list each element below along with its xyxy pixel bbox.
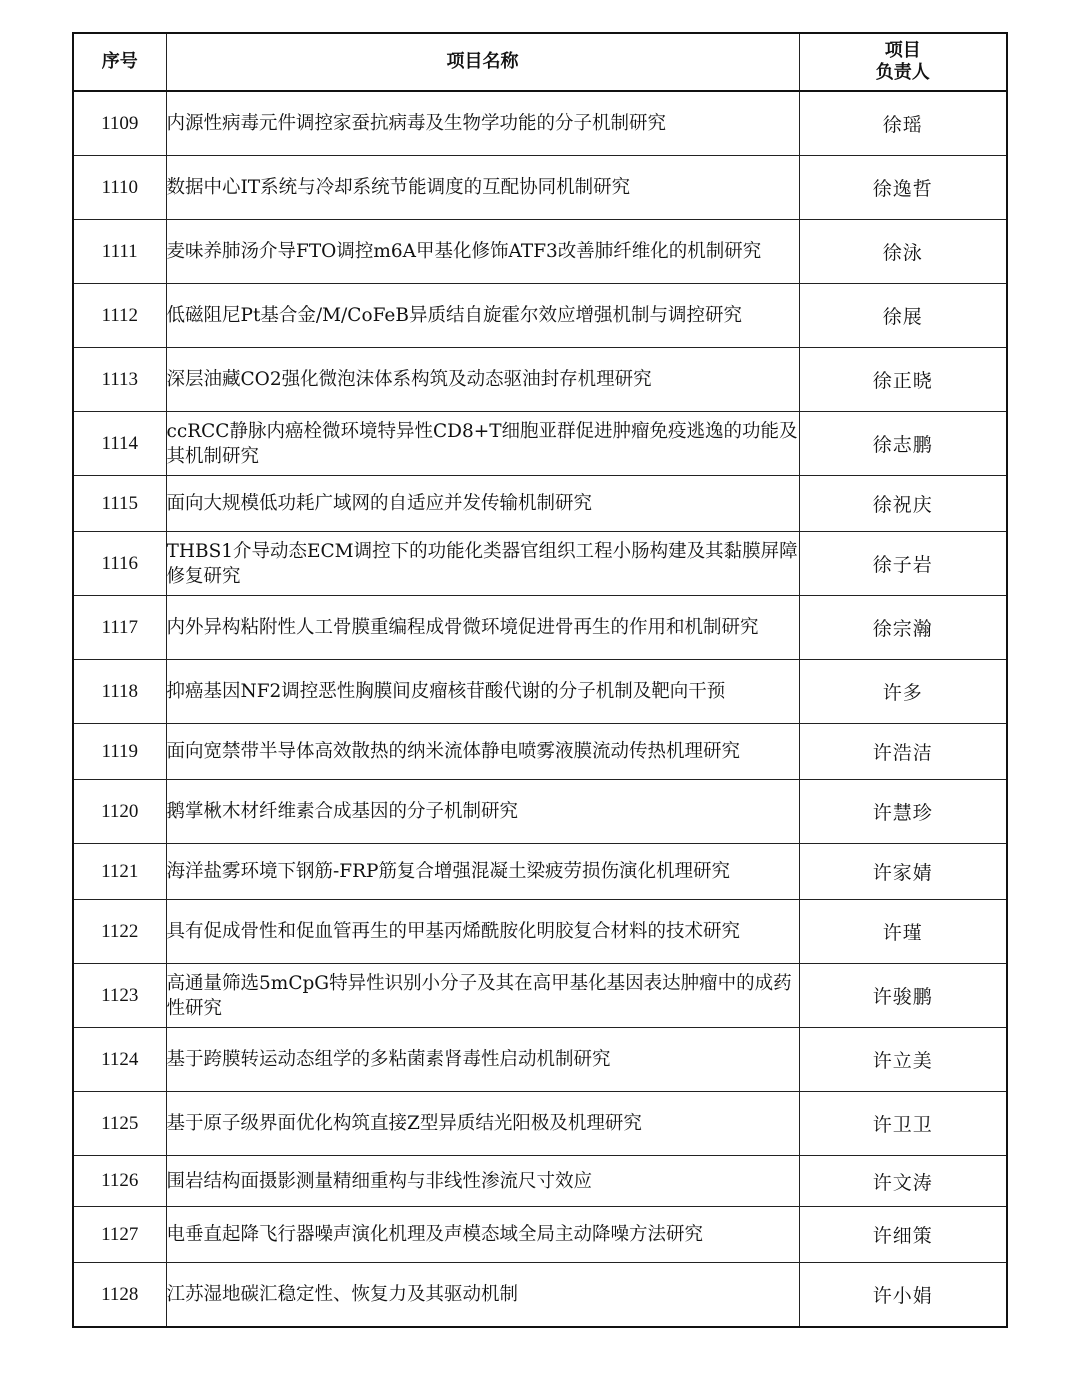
row-number: 1110 xyxy=(73,156,166,220)
row-number: 1116 xyxy=(73,532,166,596)
table-row xyxy=(73,780,1007,844)
row-number: 1117 xyxy=(73,596,166,660)
table-row xyxy=(73,724,1007,780)
table-body xyxy=(73,91,1007,1327)
project-lead: 徐志鹏 xyxy=(799,412,1007,476)
project-lead: 许细策 xyxy=(799,1207,1007,1263)
table-header xyxy=(73,33,1007,91)
table-row xyxy=(73,476,1007,532)
table-row xyxy=(73,1092,1007,1156)
project-lead: 许卫卫 xyxy=(799,1092,1007,1156)
row-number: 1121 xyxy=(73,844,166,900)
row-number: 1114 xyxy=(73,412,166,476)
project-name: 基于原子级界面优化构筑直接Z型异质结光阳极及机理研究 xyxy=(166,1092,799,1156)
project-lead: 许家婧 xyxy=(799,844,1007,900)
header-name: 项目名称 xyxy=(166,33,799,91)
project-name: 鹅掌楸木材纤维素合成基因的分子机制研究 xyxy=(166,780,799,844)
project-lead: 徐展 xyxy=(799,284,1007,348)
project-name: 海洋盐雾环境下钢筋-FRP筋复合增强混凝土梁疲劳损伤演化机理研究 xyxy=(166,844,799,900)
project-lead: 徐泳 xyxy=(799,220,1007,284)
project-lead: 徐瑶 xyxy=(799,91,1007,156)
row-number: 1115 xyxy=(73,476,166,532)
row-number: 1126 xyxy=(73,1156,166,1207)
table-row xyxy=(73,532,1007,596)
project-name: 面向宽禁带半导体高效散热的纳米流体静电喷雾液膜流动传热机理研究 xyxy=(166,724,799,780)
project-name: 电垂直起降飞行器噪声演化机理及声模态域全局主动降噪方法研究 xyxy=(166,1207,799,1263)
row-number: 1112 xyxy=(73,284,166,348)
row-number: 1125 xyxy=(73,1092,166,1156)
table-row xyxy=(73,596,1007,660)
project-lead: 许慧珍 xyxy=(799,780,1007,844)
table-row xyxy=(73,1263,1007,1328)
row-number: 1128 xyxy=(73,1263,166,1328)
project-lead: 许立美 xyxy=(799,1028,1007,1092)
project-name: 低磁阻尼Pt基合金/M/CoFeB异质结自旋霍尔效应增强机制与调控研究 xyxy=(166,284,799,348)
project-lead: 许小娟 xyxy=(799,1263,1007,1328)
table-row xyxy=(73,412,1007,476)
project-lead: 许文涛 xyxy=(799,1156,1007,1207)
header-lead xyxy=(799,33,1007,91)
table-row xyxy=(73,220,1007,284)
project-name: 面向大规模低功耗广域网的自适应并发传输机制研究 xyxy=(166,476,799,532)
row-number: 1123 xyxy=(73,964,166,1028)
header-lead-line2: 负责人 xyxy=(875,62,930,83)
row-number: 1111 xyxy=(73,220,166,284)
table-row xyxy=(73,660,1007,724)
header-row xyxy=(73,33,1007,91)
project-name: 抑癌基因NF2调控恶性胸膜间皮瘤核苷酸代谢的分子机制及靶向干预 xyxy=(166,660,799,724)
project-lead: 徐宗瀚 xyxy=(799,596,1007,660)
project-lead: 许骏鹏 xyxy=(799,964,1007,1028)
project-name: 数据中心IT系统与冷却系统节能调度的互配协同机制研究 xyxy=(166,156,799,220)
project-name: 江苏湿地碳汇稳定性、恢复力及其驱动机制 xyxy=(166,1263,799,1328)
table-row xyxy=(73,964,1007,1028)
project-name: 内外异构粘附性人工骨膜重编程成骨微环境促进骨再生的作用和机制研究 xyxy=(166,596,799,660)
row-number: 1120 xyxy=(73,780,166,844)
row-number: 1113 xyxy=(73,348,166,412)
project-name: 基于跨膜转运动态组学的多粘菌素肾毒性启动机制研究 xyxy=(166,1028,799,1092)
row-number: 1119 xyxy=(73,724,166,780)
row-number: 1127 xyxy=(73,1207,166,1263)
table-row xyxy=(73,156,1007,220)
row-number: 1122 xyxy=(73,900,166,964)
table-row xyxy=(73,1207,1007,1263)
row-number: 1118 xyxy=(73,660,166,724)
row-number: 1124 xyxy=(73,1028,166,1092)
header-no: 序号 xyxy=(73,33,166,91)
table-row xyxy=(73,1156,1007,1207)
table-row xyxy=(73,1028,1007,1092)
project-name: ccRCC静脉内癌栓微环境特异性CD8+T细胞亚群促进肿瘤免疫逃逸的功能及其机制研究 xyxy=(166,412,799,476)
project-name: 高通量筛选5mCpG特异性识别小分子及其在高甲基化基因表达肿瘤中的成药性研究 xyxy=(166,964,799,1028)
project-lead: 许多 xyxy=(799,660,1007,724)
project-lead: 徐逸哲 xyxy=(799,156,1007,220)
row-number: 1109 xyxy=(73,91,166,156)
table-row xyxy=(73,284,1007,348)
project-name: 围岩结构面摄影测量精细重构与非线性渗流尺寸效应 xyxy=(166,1156,799,1207)
table-row xyxy=(73,844,1007,900)
table-row xyxy=(73,348,1007,412)
project-lead: 徐祝庆 xyxy=(799,476,1007,532)
project-name: 具有促成骨性和促血管再生的甲基丙烯酰胺化明胶复合材料的技术研究 xyxy=(166,900,799,964)
project-lead: 徐子岩 xyxy=(799,532,1007,596)
project-name: 麦味养肺汤介导FTO调控m6A甲基化修饰ATF3改善肺纤维化的机制研究 xyxy=(166,220,799,284)
table-row xyxy=(73,900,1007,964)
header-lead-line1: 项目 xyxy=(884,40,921,61)
project-lead: 许浩洁 xyxy=(799,724,1007,780)
project-name: 深层油藏CO2强化微泡沫体系构筑及动态驱油封存机理研究 xyxy=(166,348,799,412)
project-lead: 徐正晓 xyxy=(799,348,1007,412)
project-name: 内源性病毒元件调控家蚕抗病毒及生物学功能的分子机制研究 xyxy=(166,91,799,156)
project-name: THBS1介导动态ECM调控下的功能化类器官组织工程小肠构建及其黏膜屏障修复研究 xyxy=(166,532,799,596)
project-table xyxy=(72,32,1008,1328)
project-lead: 许瑾 xyxy=(799,900,1007,964)
table-row xyxy=(73,91,1007,156)
